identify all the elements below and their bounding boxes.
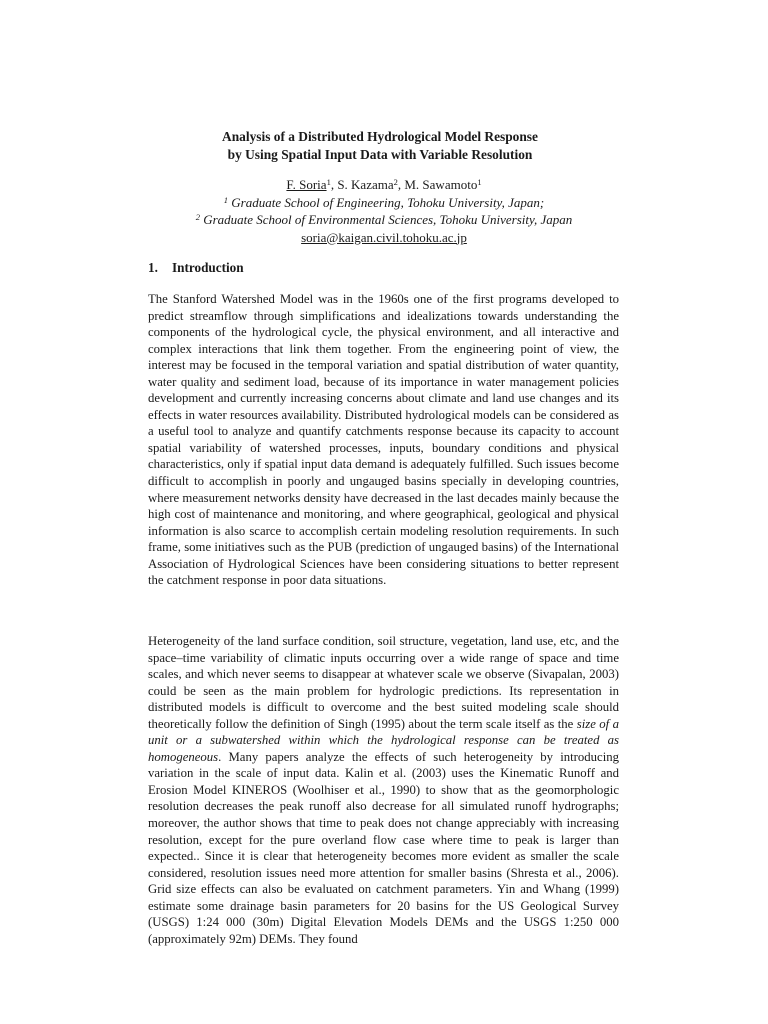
title-line-2: by Using Spatial Input Data with Variable Resolution (227, 147, 533, 162)
affiliation-2 (100, 211, 668, 229)
author-block (100, 176, 668, 246)
section-number: 1. (148, 260, 158, 275)
title-line-1: Analysis of a Distributed Hydrological Model Response (222, 129, 538, 144)
affiliation-sup: 2 (195, 212, 200, 222)
body-paragraph-2 (148, 633, 619, 947)
affiliation-sup: 1 (223, 194, 229, 205)
body-paragraph-1: The Stanford Watershed Model was in the 1960s one of the first programs developed to predict streamflow through simplifications and idealizations towards understanding the components of the hydrological cycle, the physical environment, and all interactive and complex interactions that link them together. From the engineering point of view, the interest may be focused in the temporal variation and spatial distribution of water quantity, water quality and sediment load, because of its importance in water management policies development and currently increasing concerns about climate and land use changes and its effects in water resources availability. Distributed hydrological models can be considered as a useful tool to analyze and quantify catchments response because its capacity to account spatial variability of watershed processes, inputs, boundary conditions and physical characteristics, only if spatial input data demand is adequately fulfilled. Such issues become difficult to accomplish in poorly and ungauged basins specially in developing countries, where measurement networks density have decreased in the last decades mainly because the high cost of maintenance and monitoring, and where geographical, geological and physical information is also scarce to accomplish certain modeling resolution requirements. In such frame, some initiatives such as the PUB (prediction of ungauged basins) of the International Association of Hydrological Sciences have been considering situations to better represent the catchment response in poor data situations. (148, 292, 619, 588)
affiliation-1-text: Graduate School of Engineering, Tohoku University, Japan; (228, 194, 545, 210)
affiliation-2-text: Graduate School of Environmental Sciences, Tohoku University, Japan (199, 212, 573, 227)
author-affiliation-sup: 1 (477, 177, 482, 187)
author-name-sawamoto: , M. Sawamoto (397, 177, 478, 192)
email-line (100, 229, 668, 247)
author-name-kazama: , S. Kazama (330, 177, 394, 192)
author-affiliation-sup: 1 (326, 177, 331, 187)
section-heading (148, 260, 244, 276)
affiliation-1 (100, 194, 668, 212)
paragraph-2-text-b: . Many papers analyze the effects of such heterogeneity by introducing variation in the scale of input data. Kalin et al. (2003) uses the Kinematic Runoff and Erosion Model KINEROS (Woolhiser et al., 1990) to show that as the geomorphologic resolution decreases the peak runoff also decrease for all simulated runoff hydrographs; moreover, the author shows that time to peak does not change appreciably with increasing resolution, except for the pure overland flow case where time to peak is larger than expected.. Since it is clear that heterogeneity becomes more evident as smaller the scale considered, resolution issues need more attention for smaller basins (Shresta et al., 2006). Grid size effects can also be evaluated on catchment parameters. Yin and Whang (1999) estimate some drainage basin parameters for 20 basins for the US Geological Survey (USGS) 1:24 000 (30m) Digital Elevation Models DEMs and the USGS 1:250 000 (approximately 92m) DEMs. They found (148, 749, 619, 946)
paragraph-2-italic: size of a unit or a subwatershed within which the hydrological response can be treated as homogeneous (148, 716, 620, 764)
author-name-soria: F. Soria (286, 177, 327, 192)
paragraph-2-text-a: Heterogeneity of the land surface condition, soil structure, vegetation, land use, etc, and the space–time variability of climatic inputs occurring over a wide range of space and time scales, and which never seems to disappear at whatever scale we observe (Sivapalan, 2003) could be seen as the main problem for hydrologic predictions. Its representation in distributed models is difficult to overcome and the best suited modeling scale should theoretically follow the definition of Singh (1995) about the term scale itself as the (148, 634, 619, 731)
section-title: Introduction (172, 260, 244, 275)
author-affiliation-sup: 2 (393, 177, 398, 187)
author-line (100, 176, 668, 194)
author-email: soria@kaigan.civil.tohoku.ac.jp (301, 229, 467, 245)
paper-title (120, 128, 640, 164)
